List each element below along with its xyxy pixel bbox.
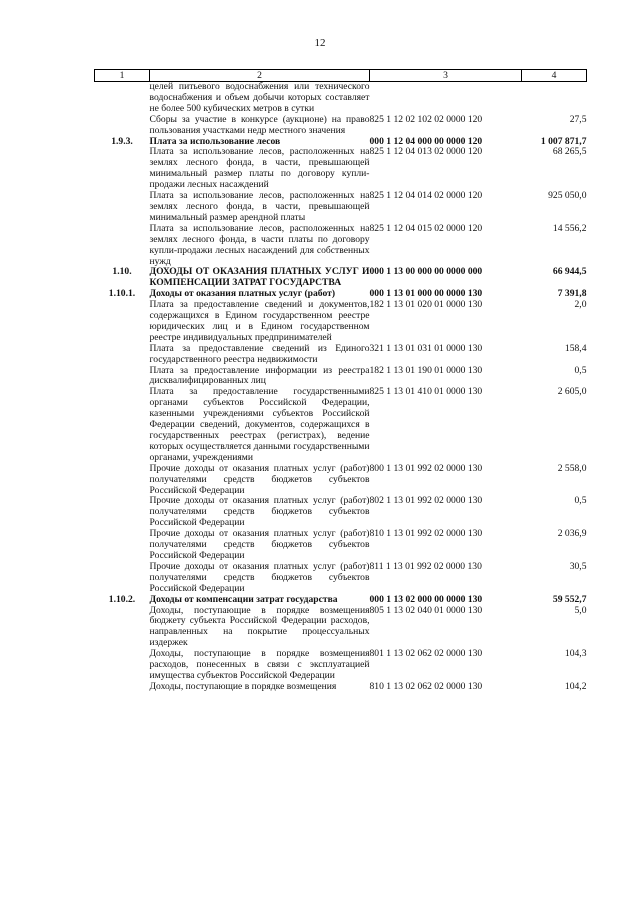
row-code xyxy=(370,82,522,115)
row-amount: 1 007 871,7 xyxy=(540,135,587,147)
row-amount: 68 265,5 xyxy=(552,146,587,158)
row-amount: 2 558,0 xyxy=(557,462,587,474)
table-row xyxy=(95,562,587,595)
row-name: Плата за использование лесов, расположенных на землях лесного фонда, в части, превышающей минимальный размер арендной платы xyxy=(149,190,370,223)
row-code: 000 1 13 00 000 00 0000 000 xyxy=(369,266,483,278)
row-amount: 59 552,7 xyxy=(552,593,587,605)
row-name: Плата за использование лесов xyxy=(149,135,281,147)
row-code: 000 1 13 01 000 00 0000 130 xyxy=(369,288,483,300)
table-row xyxy=(95,682,587,693)
row-number: 1.10. xyxy=(112,266,132,278)
row-amount: 7 391,8 xyxy=(557,288,587,300)
row-amount: 104,2 xyxy=(564,680,587,692)
row-code: 800 1 13 01 992 02 0000 130 xyxy=(369,462,483,474)
row-code: 802 1 13 01 992 02 0000 130 xyxy=(369,495,483,507)
row-name: Доходы от компенсации затрат государства xyxy=(149,593,338,605)
row-code: 182 1 13 01 190 01 0000 130 xyxy=(369,364,483,376)
table-row xyxy=(95,344,587,366)
row-number xyxy=(95,300,150,344)
table-row xyxy=(95,366,587,388)
table-row xyxy=(95,496,587,529)
row-code: 000 1 12 04 000 00 0000 120 xyxy=(369,135,483,147)
row-number xyxy=(95,344,150,366)
row-name: ДОХОДЫ ОТ ОКАЗАНИЯ ПЛАТНЫХ УСЛУГ И КОМПЕНСАЦИИ ЗАТРАТ ГОСУДАРСТВА xyxy=(149,266,370,289)
row-name: Плата за предоставление государственными органами субъектов Российской Федерации, казенными учреждениями субъектов Российской Федерации сведений, документов, содержащихся в государственных реестрах (регистрах), ведение которых осуществляется данными государственными органами, учреждениями xyxy=(149,386,370,463)
table-row xyxy=(95,267,587,289)
row-code: 321 1 13 01 031 01 0000 130 xyxy=(369,342,483,354)
row-amount: 2 036,9 xyxy=(557,528,587,540)
row-amount: 0,5 xyxy=(574,495,587,507)
row-number xyxy=(95,496,150,529)
table-row xyxy=(95,387,587,463)
row-number xyxy=(95,464,150,497)
page-number: 12 xyxy=(314,37,326,49)
row-number xyxy=(95,191,150,224)
row-name: Плата за предоставление сведений и документов, содержащихся в Едином государственном реестре юридических лиц и в Едином государственном реестре индивидуальных предпринимателей xyxy=(149,299,370,343)
row-number xyxy=(95,82,150,115)
row-number xyxy=(95,115,150,137)
table-row xyxy=(95,649,587,682)
row-amount: 27,5 xyxy=(569,113,587,125)
table-row xyxy=(95,595,587,606)
row-code: 810 1 13 02 062 02 0000 130 xyxy=(369,680,483,692)
row-amount: 158,4 xyxy=(564,342,587,354)
row-number xyxy=(95,606,150,650)
row-number xyxy=(95,529,150,562)
row-amount: 0,5 xyxy=(574,364,587,376)
table-row xyxy=(95,191,587,224)
row-amount: 2,0 xyxy=(574,299,587,311)
row-name: Доходы, поступающие в порядке возмещения бюджету субъекта Российской Федерации расходов, направленных на покрытие процессуальных издержек xyxy=(149,604,370,649)
revenue-table xyxy=(94,69,587,693)
row-number xyxy=(95,562,150,595)
row-code: 811 1 13 01 992 02 0000 130 xyxy=(369,560,482,572)
row-code: 825 1 12 04 013 02 0000 120 xyxy=(369,146,483,158)
row-amount: 30,5 xyxy=(569,560,587,572)
row-code: 825 1 12 04 014 02 0000 120 xyxy=(369,190,483,202)
row-code: 825 1 12 02 102 02 0000 120 xyxy=(369,113,483,125)
row-name: Прочие доходы от оказания платных услуг (работ) получателями средств бюджетов субъектов Российской Федерации xyxy=(149,560,370,594)
row-name: Доходы, поступающие в порядке возмещения xyxy=(149,680,337,692)
row-name: целей питьевого водоснабжения или технического водоснабжения и объем добычи которых составляет не более 500 кубических метров в сутки xyxy=(149,81,370,114)
row-number xyxy=(95,649,150,682)
row-amount: 925 050,0 xyxy=(548,190,587,202)
column-header-amount: 4 xyxy=(522,70,587,82)
row-number xyxy=(95,387,150,463)
table-row xyxy=(95,82,587,115)
table-row xyxy=(95,115,587,137)
table-row xyxy=(95,606,587,650)
row-name: Прочие доходы от оказания платных услуг (работ) получателями средств бюджетов субъектов Российской Федерации xyxy=(149,495,370,529)
table-row xyxy=(95,529,587,562)
table-row xyxy=(95,147,587,191)
row-name: Доходы от оказания платных услуг (работ) xyxy=(149,288,336,300)
row-amount: 2 605,0 xyxy=(557,386,587,398)
row-number xyxy=(95,366,150,388)
row-amount: 5,0 xyxy=(574,604,587,616)
row-number xyxy=(95,682,150,693)
row-name: Плата за использование лесов, расположенных на землях лесного фонда, в части, превышающей минимальный размер платы по договору купли-продажи лесных насаждений xyxy=(149,146,370,191)
row-number: 1.10.2. xyxy=(108,593,136,605)
row-name: Доходы, поступающие в порядке возмещения расходов, понесенных в связи с эксплуатацией имущества субъектов Российской Федерации xyxy=(149,648,370,681)
table-row xyxy=(95,464,587,497)
row-amount: 14 556,2 xyxy=(552,222,587,234)
table-header-row xyxy=(95,70,587,82)
row-amount xyxy=(522,82,587,115)
row-name: Сборы за участие в конкурсе (аукционе) на право пользования участками недр местного значения xyxy=(149,113,370,136)
row-amount: 104,3 xyxy=(564,648,587,660)
column-header-name: 2 xyxy=(150,70,370,82)
row-code: 182 1 13 01 020 01 0000 130 xyxy=(369,299,483,311)
row-code: 801 1 13 02 062 02 0000 130 xyxy=(369,648,483,660)
row-code: 805 1 13 02 040 01 0000 130 xyxy=(369,604,483,616)
row-name: Прочие доходы от оказания платных услуг (работ) получателями средств бюджетов субъектов Российской Федерации xyxy=(149,528,370,561)
row-name: Плата за использование лесов, расположенных на землях лесного фонда, в части платы по договору купли-продажи лесных насаждений для собственных нужд xyxy=(149,222,370,267)
row-code: 825 1 13 01 410 01 0000 130 xyxy=(369,386,483,398)
row-number: 1.10.1. xyxy=(108,288,136,300)
row-code: 825 1 12 04 015 02 0000 120 xyxy=(369,222,483,234)
column-header-number: 1 xyxy=(95,70,150,82)
row-code: 000 1 13 02 000 00 0000 130 xyxy=(369,593,483,605)
table-row xyxy=(95,300,587,344)
row-code: 810 1 13 01 992 02 0000 130 xyxy=(369,528,483,540)
row-number xyxy=(95,224,150,268)
row-name: Плата за предоставление сведений из Единого государственного реестра недвижимости xyxy=(149,342,370,365)
row-number: 1.9.3. xyxy=(111,135,133,147)
row-name: Прочие доходы от оказания платных услуг (работ) получателями средств бюджетов субъектов Российской Федерации xyxy=(149,462,370,496)
table-row xyxy=(95,224,587,268)
column-header-code: 3 xyxy=(370,70,522,82)
row-name: Плата за предоставление информации из реестра дисквалифицированных лиц xyxy=(149,364,370,387)
row-number xyxy=(95,147,150,191)
row-amount: 66 944,5 xyxy=(552,266,587,278)
